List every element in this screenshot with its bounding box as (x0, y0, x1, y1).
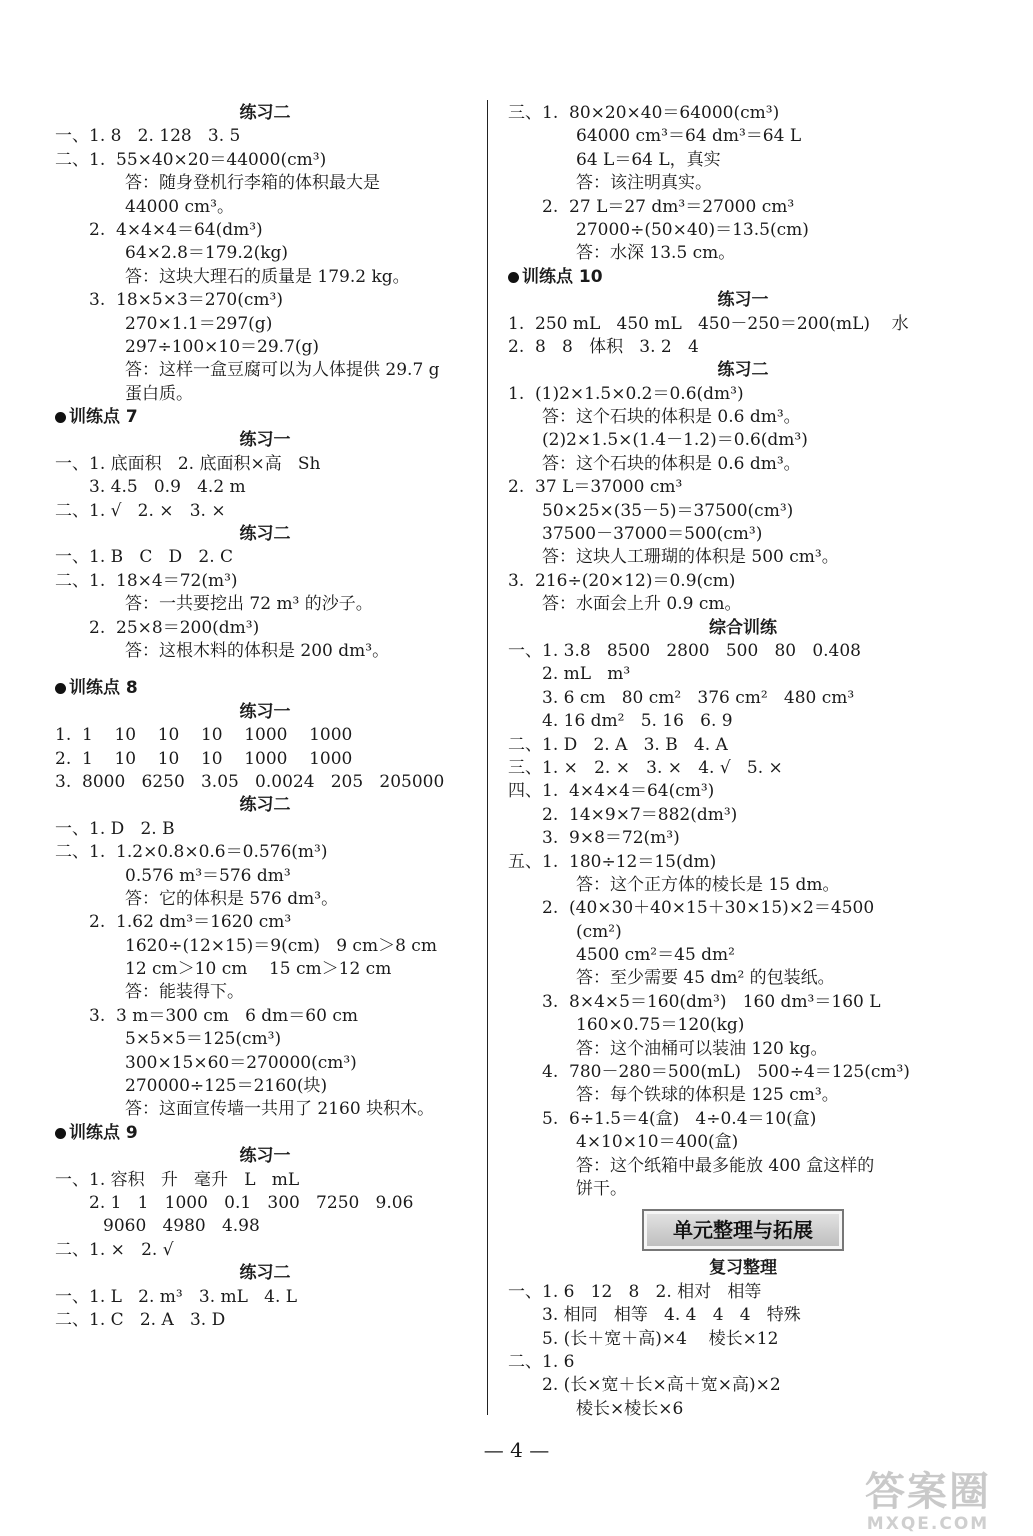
answer-line: 4×10×10＝400(盒) (576, 1132, 739, 1153)
answer-line: 2. 14×9×7＝882(dm³) (542, 804, 738, 825)
answer-line: 64000 cm³＝64 dm³＝64 L (576, 126, 802, 147)
column-divider (487, 100, 488, 1415)
answer-line: 2. mL m³ (542, 664, 631, 685)
answer-line: 2. 25×8＝200(dm³) (89, 617, 260, 638)
training-point-label: 训练点 10 (522, 266, 603, 287)
answer-line: 3. 9×8＝72(m³) (542, 828, 680, 849)
answer-line: 答：这样一盒豆腐可以为人体提供 29.7 g (125, 360, 440, 381)
answer-line: 二、1. 55×40×20＝44000(cm³) (55, 149, 327, 170)
answer-line: 3. 216÷(20×12)＝0.9(cm) (508, 570, 736, 591)
answer-line: 答：这个纸箱中最多能放 400 盒这样的 (576, 1155, 875, 1176)
left-column (55, 102, 475, 1332)
answer-line: 答：一共要挖出 72 m³ 的沙子。 (125, 594, 373, 615)
answer-line: 答：该注明真实。 (576, 173, 712, 194)
answer-line: 37500－37000＝500(cm³) (542, 524, 763, 545)
answer-line: 一、1. D 2. B (55, 818, 175, 839)
answer-line: 1. 250 mL 450 mL 450－250＝200(mL) 水 (508, 313, 909, 334)
answer-line: 3. 4.5 0.9 4.2 m (89, 477, 246, 498)
answer-line: 一、1. 底面积 2. 底面积×高 Sh (55, 453, 321, 474)
answer-line: 饼干。 (576, 1178, 627, 1199)
answer-line: 答：这个正方体的棱长是 15 dm。 (576, 874, 840, 895)
answer-line: 一、1. 容积 升 毫升 L mL (55, 1169, 300, 1190)
answer-line: 64×2.8＝179.2(kg) (125, 243, 289, 264)
answer-line: 9060 4980 4.98 (103, 1216, 260, 1237)
answer-line: 答：这个油桶可以装油 120 kg。 (576, 1038, 828, 1059)
answer-line: 四、1. 4×4×4＝64(cm³) (508, 781, 715, 802)
exercise-heading: 练习一 (239, 701, 291, 722)
training-point-label: 训练点 8 (69, 678, 138, 699)
answer-line: 2. 1 10 10 10 1000 1000 (55, 748, 353, 769)
answer-line: 2. 8 8 体积 3. 2 4 (508, 336, 699, 357)
answer-line: 答：每个铁球的体积是 125 cm³。 (576, 1085, 839, 1106)
spacer (55, 663, 475, 677)
exercise-heading: 练习二 (239, 1263, 291, 1284)
exercise-heading: 练习一 (239, 430, 291, 451)
answer-line: 160×0.75＝120(kg) (576, 1015, 745, 1036)
training-point-label: 训练点 7 (69, 407, 138, 428)
answer-line: 答：这根木料的体积是 200 dm³。 (125, 640, 390, 661)
answer-line: 5. (长＋宽＋高)×4 棱长×12 (542, 1328, 779, 1349)
bullet-dot-icon (55, 1128, 66, 1139)
exercise-heading: 复习整理 (709, 1258, 777, 1279)
answer-line: 270×1.1＝297(g) (125, 313, 273, 334)
answer-line: 答：它的体积是 576 dm³。 (125, 888, 339, 909)
answer-line: 答：这块人工珊瑚的体积是 500 cm³。 (542, 547, 839, 568)
answer-line: 297÷100×10＝29.7(g) (125, 336, 320, 357)
answer-line: 2. 1 1 1000 0.1 300 7250 9.06 (89, 1192, 414, 1213)
answer-line: 二、1. 18×4＝72(m³) (55, 570, 238, 591)
training-point-heading (55, 1122, 475, 1145)
answer-line: 答：能装得下。 (125, 982, 244, 1003)
answer-line: 二、1. × 2. √ (55, 1239, 174, 1260)
training-point-heading (55, 677, 475, 700)
page-number: — 4 — (483, 1438, 550, 1462)
exercise-heading: 练习一 (717, 290, 769, 311)
answer-line: 答：这块大理石的质量是 179.2 kg。 (125, 266, 410, 287)
answer-line: 二、1. 6 (508, 1351, 575, 1372)
bullet-dot-icon (55, 412, 66, 423)
bullet-dot-icon (55, 683, 66, 694)
answer-line: 一、1. B C D 2. C (55, 547, 234, 568)
answer-line: 二、1. √ 2. × 3. × (55, 500, 226, 521)
answer-line: 1. (1)2×1.5×0.2＝0.6(dm³) (508, 383, 744, 404)
answer-line: 4. 780－280＝500(mL) 500÷4＝125(cm³) (542, 1062, 910, 1083)
answer-line: 2. 1.62 dm³＝1620 cm³ (89, 912, 292, 933)
answer-line: 3. 8000 6250 3.05 0.0024 205 205000 (55, 771, 445, 792)
answer-line: 2. (长×宽＋长×高＋宽×高)×2 (542, 1375, 781, 1396)
watermark-url: MXQE.COM (866, 1514, 990, 1534)
answer-line: 300×15×60＝270000(cm³) (125, 1052, 357, 1073)
answer-line: 44000 cm³。 (125, 196, 234, 217)
training-point-heading (55, 406, 475, 429)
answer-line: 5. 6÷1.5＝4(盒) 4÷0.4＝10(盒) (542, 1108, 817, 1129)
answer-line: 2. 4×4×4＝64(dm³) (89, 219, 263, 240)
answer-line: 5×5×5＝125(cm³) (125, 1029, 282, 1050)
answer-line: 50×25×(35－5)＝37500(cm³) (542, 500, 794, 521)
answer-line: 1. 1 10 10 10 1000 1000 (55, 725, 353, 746)
answer-line: 4500 cm²＝45 dm² (576, 945, 735, 966)
answer-line: 五、1. 180÷12＝15(dm) (508, 851, 717, 872)
answer-line: 1620÷(12×15)＝9(cm) 9 cm＞8 cm (125, 935, 437, 956)
answer-line: 27000÷(50×40)＝13.5(cm) (576, 219, 809, 240)
answer-line: 12 cm＞10 cm 15 cm＞12 cm (125, 959, 392, 980)
answer-line: 答：这个石块的体积是 0.6 dm³。 (542, 453, 801, 474)
watermark (828, 1470, 1028, 1534)
answer-line: 0.576 m³＝576 dm³ (125, 865, 291, 886)
exercise-heading: 练习一 (239, 1146, 291, 1167)
training-point-heading (508, 266, 978, 289)
answer-line: 答：随身登机行李箱的体积最大是 (125, 173, 380, 194)
answer-line: 3. 8×4×5＝160(dm³) 160 dm³＝160 L (542, 991, 881, 1012)
answer-line: 三、1. × 2. × 3. × 4. √ 5. × (508, 757, 783, 778)
answer-line: 2. (40×30＋40×15＋30×15)×2＝4500 (542, 898, 875, 919)
answer-line: 二、1. D 2. A 3. B 4. A (508, 734, 728, 755)
answer-line: 答：这个石块的体积是 0.6 dm³。 (542, 407, 801, 428)
answer-line: 蛋白质。 (125, 383, 193, 404)
answer-line: 3. 相同 相等 4. 4 4 4 特殊 (542, 1305, 801, 1326)
answer-line: 2. 37 L＝37000 cm³ (508, 477, 683, 498)
section-title-box: 单元整理与拓展 (642, 1209, 844, 1251)
answer-line: 一、1. L 2. m³ 3. mL 4. L (55, 1286, 298, 1307)
exercise-heading: 练习二 (239, 795, 291, 816)
exercise-heading: 综合训练 (709, 617, 777, 638)
answer-line: 答：水面会上升 0.9 cm。 (542, 594, 742, 615)
bullet-dot-icon (508, 272, 519, 283)
answer-line: 答：水深 13.5 cm。 (576, 243, 736, 264)
answer-line: 4. 16 dm² 5. 16 6. 9 (542, 711, 733, 732)
training-point-label: 训练点 9 (69, 1122, 138, 1143)
answer-line: 棱长×棱长×6 (576, 1398, 684, 1419)
answer-line: 270000÷125＝2160(块) (125, 1076, 328, 1097)
answer-line: 一、1. 6 12 8 2. 相对 相等 (508, 1281, 762, 1302)
answer-line: 一、1. 8 2. 128 3. 5 (55, 126, 241, 147)
exercise-heading: 练习二 (239, 524, 291, 545)
exercise-heading: 练习二 (717, 360, 769, 381)
answer-line: (cm²) (576, 921, 622, 942)
exercise-heading: 练习二 (239, 103, 291, 123)
answer-line: 答：这面宣传墙一共用了 2160 块积木。 (125, 1099, 435, 1120)
answer-line: 二、1. 1.2×0.8×0.6＝0.576(m³) (55, 842, 328, 863)
watermark-logo: 答案圈 (865, 1469, 991, 1515)
right-column (508, 102, 978, 1421)
answer-line: (2)2×1.5×(1.4－1.2)＝0.6(dm³) (542, 430, 808, 451)
answer-line: 3. 6 cm 80 cm² 376 cm² 480 cm³ (542, 687, 855, 708)
answer-line: 二、1. C 2. A 3. D (55, 1309, 226, 1330)
answer-line: 一、1. 3.8 8500 2800 500 80 0.408 (508, 640, 861, 661)
answer-line: 3. 18×5×3＝270(cm³) (89, 290, 283, 311)
answer-line: 答：至少需要 45 dm² 的包装纸。 (576, 968, 835, 989)
answer-line: 3. 3 m＝300 cm 6 dm＝60 cm (89, 1005, 358, 1026)
answer-line: 64 L＝64 L，真实 (576, 149, 721, 170)
answer-line: 2. 27 L＝27 dm³＝27000 cm³ (542, 196, 795, 217)
answer-line: 三、1. 80×20×40＝64000(cm³) (508, 103, 780, 123)
